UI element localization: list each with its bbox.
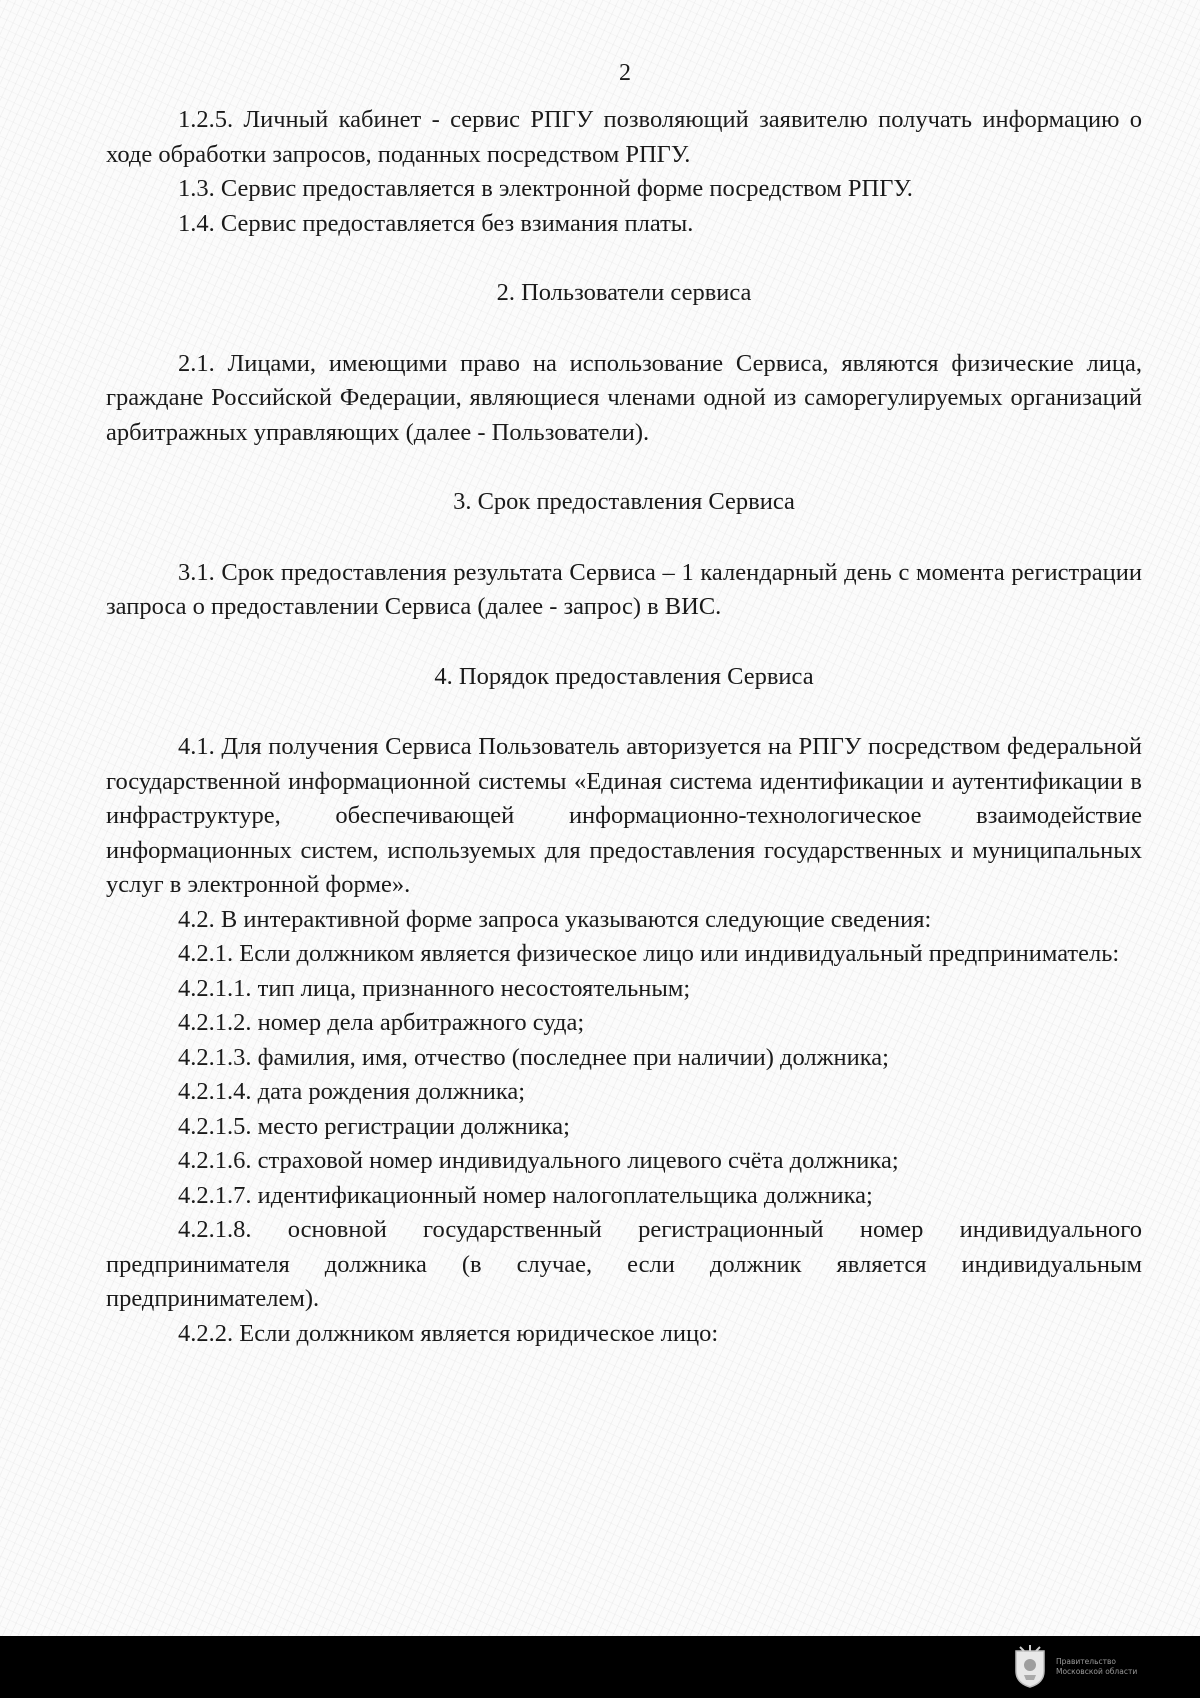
paragraph-2-1: 2.1. Лицами, имеющими право на использование Сервиса, являются физические лица, граждане Российской Федерации, являющиеся членами одной из саморегулируемых организаций арбитражных управляющих (далее - Пользователи). bbox=[106, 349, 1142, 446]
section-heading-4: 4. Порядок предоставления Сервиса bbox=[434, 662, 814, 690]
paragraph-4-2-1-6: 4.2.1.6. страховой номер индивидуального лицевого счёта должника; bbox=[178, 1147, 899, 1174]
paragraph-4-2-1-1: 4.2.1.1. тип лица, признанного несостоятельным; bbox=[178, 974, 691, 1002]
moscow-region-coat-of-arms-icon bbox=[1012, 1645, 1048, 1689]
section-heading-3: 3. Срок предоставления Сервиса bbox=[453, 488, 795, 515]
paragraph-4-1: 4.1. Для получения Сервиса Пользователь авторизуется на РПГУ посредством федеральной государственной информационной системы «Единая система идентификации и аутентификации в инфраструктуре, обеспечивающей информационно-технологическое взаимодействие информационных систем, используемых для предоставления государственных и муниципальных услуг в электронной форме». bbox=[106, 733, 1142, 898]
footer-logo-line-1: Правительство bbox=[1056, 1657, 1116, 1666]
paragraph-1-4: 1.4. Сервис предоставляется без взимания платы. bbox=[178, 209, 694, 237]
paragraph-1-2-5: 1.2.5. Личный кабинет - сервис РПГУ позволяющий заявителю получать информацию о ходе обработки запросов, поданных посредством РПГУ. bbox=[106, 106, 1142, 168]
paragraph-4-2-1-7: 4.2.1.7. идентификационный номер налогоплательщика должника; bbox=[178, 1181, 873, 1209]
paragraph-4-2-1-8: 4.2.1.8. основной государственный регистрационный номер индивидуального предпринимателя должника (в случае, если должник является индивидуальным предпринимателем). bbox=[106, 1216, 1142, 1312]
footer-logo-line-2: Московской области bbox=[1056, 1667, 1138, 1676]
paragraph-4-2-2: 4.2.2. Если должником является юридическое лицо: bbox=[178, 1319, 719, 1347]
page-number: 2 bbox=[619, 60, 631, 86]
section-heading-2: 2. Пользователи сервиса bbox=[496, 279, 752, 306]
document-body bbox=[106, 103, 1142, 1351]
paragraph-4-2-1-5: 4.2.1.5. место регистрации должника; bbox=[178, 1112, 570, 1140]
paragraph-4-2: 4.2. В интерактивной форме запроса указываются следующие сведения: bbox=[178, 905, 932, 933]
paragraph-1-3: 1.3. Сервис предоставляется в электронной форме посредством РПГУ. bbox=[178, 175, 913, 202]
paragraph-4-2-1-4: 4.2.1.4. дата рождения должника; bbox=[178, 1078, 526, 1105]
footer-logo-text bbox=[1056, 1657, 1137, 1677]
paragraph-3-1: 3.1. Срок предоставления результата Сервиса – 1 календарный день с момента регистрации запроса о предоставлении Сервиса (далее - запрос) в ВИС. bbox=[106, 558, 1142, 620]
paragraph-4-2-1-2: 4.2.1.2. номер дела арбитражного суда; bbox=[178, 1009, 585, 1036]
paragraph-4-2-1: 4.2.1. Если должником является физическое лицо или индивидуальный предприниматель: bbox=[178, 940, 1120, 967]
footer-bar bbox=[0, 1636, 1200, 1698]
paragraph-4-2-1-3: 4.2.1.3. фамилия, имя, отчество (последнее при наличии) должника; bbox=[178, 1043, 889, 1071]
footer-logo bbox=[1012, 1644, 1190, 1690]
